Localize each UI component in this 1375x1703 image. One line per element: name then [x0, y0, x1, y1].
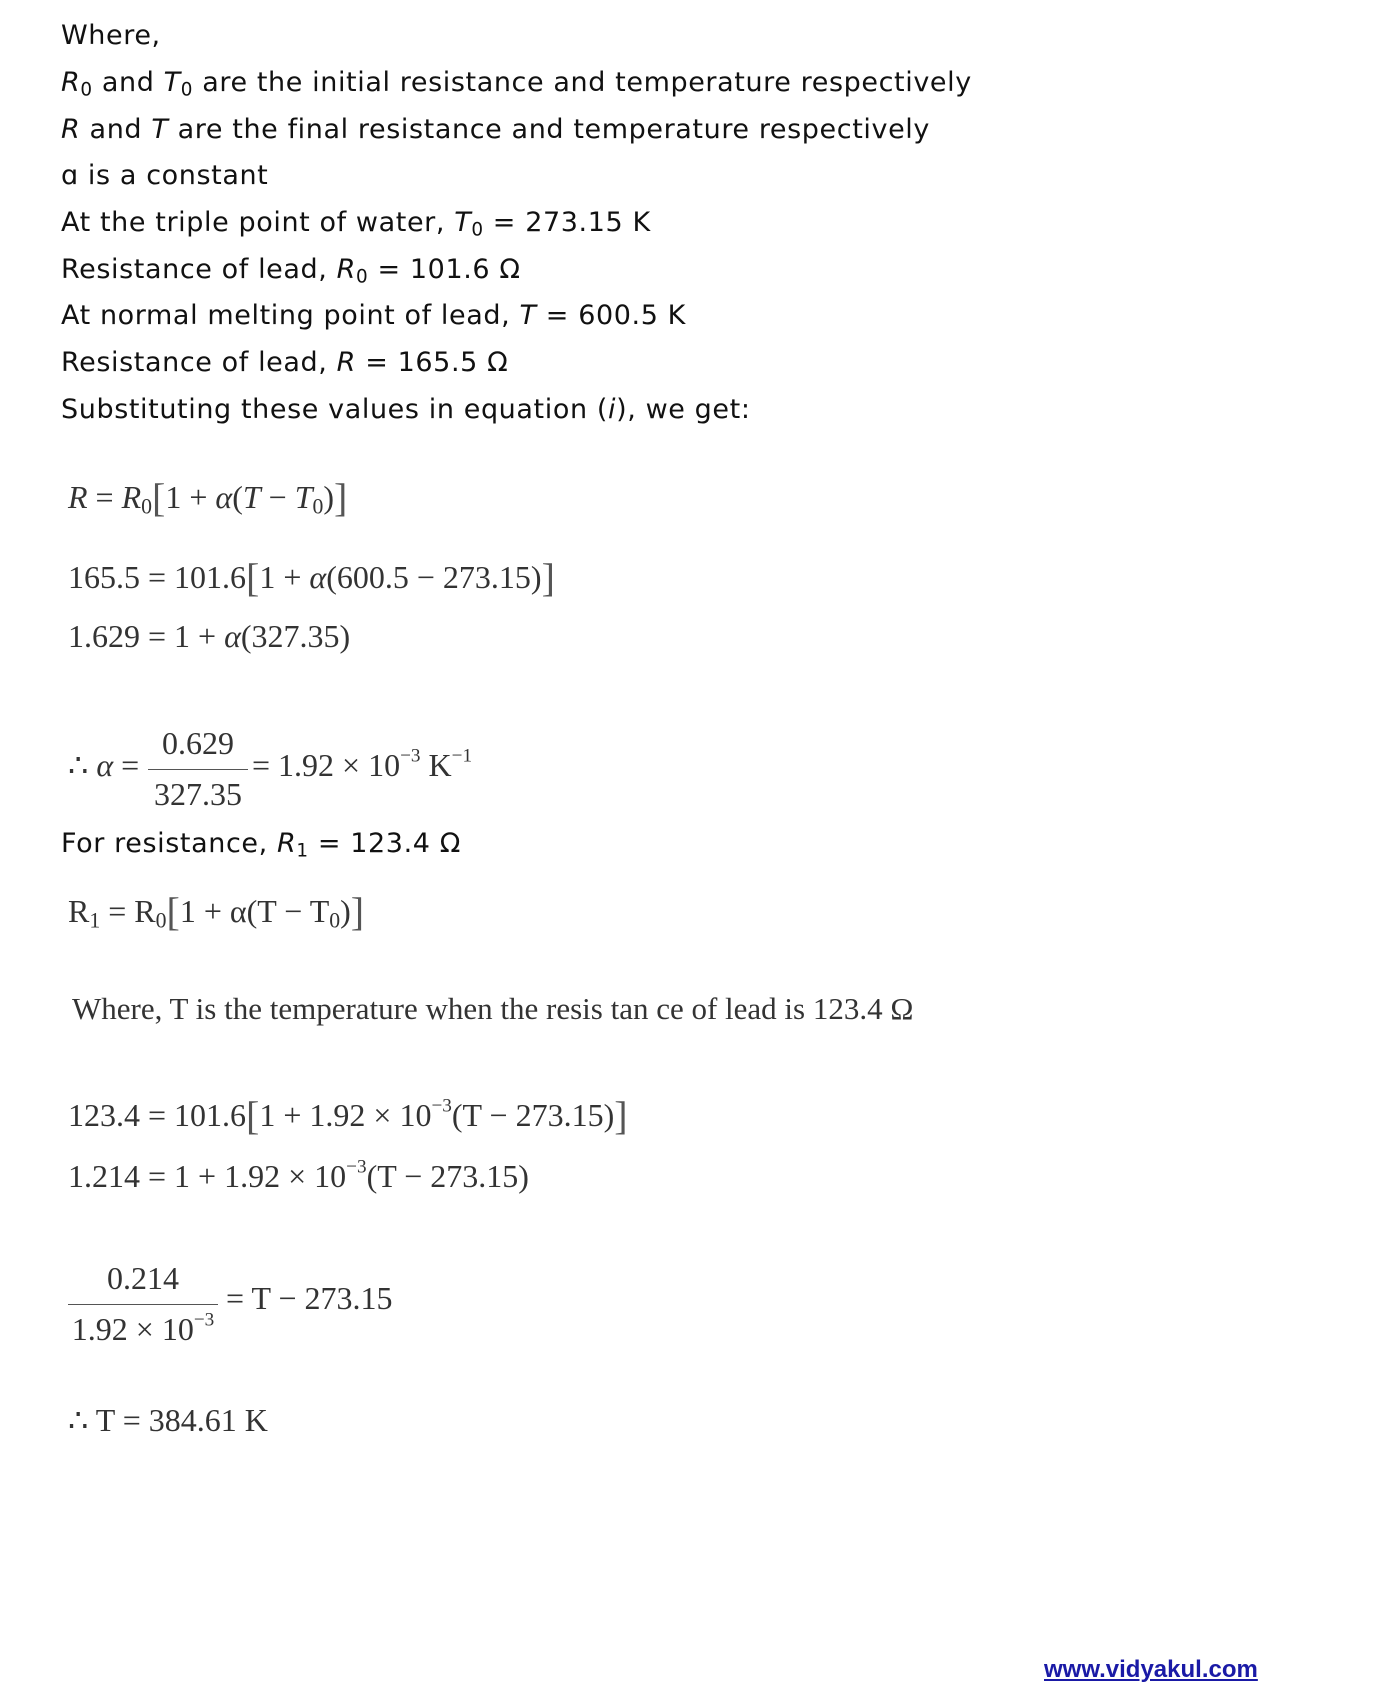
where-text: Where,: [61, 20, 161, 51]
where-heading: [61, 22, 161, 49]
alpha-denominator: 327.35: [148, 769, 248, 810]
substituting-line: Substituting these values in equation (i), we get:: [61, 394, 751, 425]
we-get-text: ), we get:: [616, 394, 751, 425]
alpha-unit: K: [428, 747, 452, 783]
r-line: Resistance of lead, R = 165.5 Ω: [61, 347, 509, 378]
eq1-paren: 600.5 − 273.15: [336, 558, 531, 595]
final-result-text: ∴ T = 384.61 K: [68, 1402, 268, 1438]
eq2-lhs: 1.629: [68, 618, 140, 654]
r1-value: 123.4 Ω: [350, 828, 461, 859]
t-denominator: [68, 1304, 218, 1345]
r0-label: Resistance of lead,: [61, 254, 328, 285]
t-numerator: 0.214: [107, 1260, 179, 1296]
final-desc: are the final resistance and temperature respectively: [177, 114, 930, 145]
triple-point-value: 273.15 K: [525, 207, 651, 238]
t-denominator-exp: −3: [193, 1309, 215, 1331]
final-values-line: R and T are the final resistance and temperature respectively: [61, 114, 930, 145]
eq3-r0: 101.6: [174, 1096, 247, 1133]
r-value: 165.5 Ω: [397, 347, 509, 378]
r0-line: Resistance of lead, $R_0 = 101.6$ Ω: [61, 254, 521, 288]
initial-desc: are the initial resistance and temperature respectively: [202, 67, 972, 98]
r-label: Resistance of lead,: [61, 347, 328, 378]
alpha-unit-exponent: −1: [451, 745, 473, 767]
general-equation: $R = R_0[1 + \alpha(T - T_0)]$: [68, 475, 348, 520]
where-t-text: Where, T is the temperature when the resis tan ce of lead is 123.4 Ω: [72, 991, 914, 1026]
eq4: $1.214 = 1 + 1.92 \times 10^{-3}(T - 273.15)$: [68, 1156, 529, 1194]
eq2-paren: 327.35: [251, 618, 340, 654]
t-denominator-coef: 1.92 × 10: [71, 1311, 194, 1347]
where-t-line: [72, 993, 913, 1024]
alpha-numerator: 0.629: [162, 725, 234, 761]
final-result: [68, 1404, 268, 1436]
alpha-result-value: 1.92 × 10: [278, 747, 401, 783]
melting-point-line: At normal melting point of lead, T = 600.5 K: [61, 300, 686, 331]
equation-ref: i: [608, 394, 617, 425]
eq3-lhs: 123.4: [68, 1096, 140, 1133]
alpha-result: = $1.92 \times 10^{-3}$ $K^{-1}$: [252, 745, 473, 783]
initial-values-line: $R_0$ and $T_0$ are the initial resistance and temperature respectively: [61, 67, 972, 101]
melting-label: At normal melting point of lead,: [61, 300, 511, 331]
alpha-fraction: [148, 727, 248, 810]
alpha-exponent: −3: [400, 745, 421, 767]
eq3-exp: −3: [431, 1095, 452, 1117]
substituting-text: Substituting these values in equation: [61, 394, 588, 425]
simplified-equation: 1.629 = 1 + α(327.35): [68, 618, 351, 654]
alpha-desc: ɑ is a constant: [61, 160, 269, 191]
website-link[interactable]: www.vidyakul.com: [1044, 1656, 1258, 1683]
r1-equation: $R_1 = R_0[1 + \alpha(T - T_0)]$: [68, 889, 365, 934]
t-fraction: [68, 1262, 218, 1345]
for-resistance-line: For resistance, $R_1 = 123.4$ Ω: [61, 828, 461, 862]
eq3-paren: T − 273.15: [462, 1096, 604, 1133]
substituted-equation: 165.5 = 101.6[1 + α(600.5 − 273.15)]: [68, 555, 555, 600]
therefore-alpha: ∴ α =: [68, 747, 140, 783]
for-resistance-label: For resistance,: [61, 828, 268, 859]
eq1-r0: 101.6: [174, 558, 247, 595]
eq3-coef: 1.92 × 10: [309, 1096, 432, 1133]
triple-point-line: At the triple point of water, $T_0 = 273.15$ K: [61, 207, 651, 241]
eq4-exp: −3: [346, 1156, 367, 1178]
melting-value: 600.5 K: [578, 300, 686, 331]
eq4-lhs: 1.214: [68, 1158, 140, 1194]
t-rhs: [226, 1282, 392, 1314]
eq1-lhs: 165.5: [68, 558, 140, 595]
eq4-paren: T − 273.15: [377, 1158, 519, 1194]
eq4-coef: 1.92 × 10: [224, 1158, 347, 1194]
triple-point-label: At the triple point of water,: [61, 207, 446, 238]
eq3: $123.4 = 101.6[1 + 1.92 \times 10^{-3}(T - 273.15)]$: [68, 1093, 628, 1138]
t-rhs-text: = T − 273.15: [226, 1280, 393, 1316]
alpha-constant-line: [61, 162, 268, 189]
r0-value: 101.6 Ω: [409, 254, 521, 285]
